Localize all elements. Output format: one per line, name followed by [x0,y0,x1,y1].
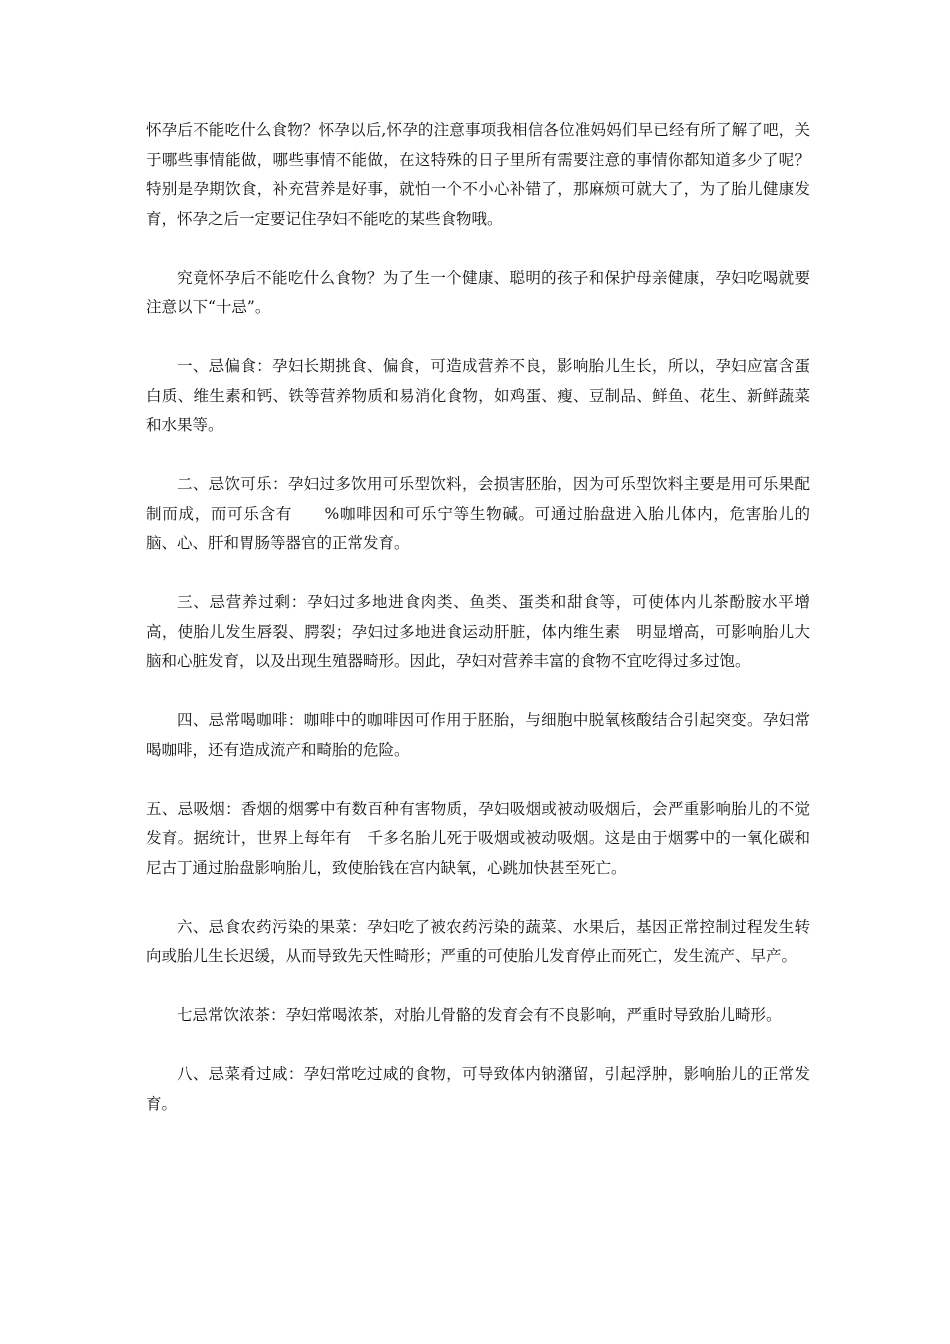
rule-2-paragraph: 二、忌饮可乐：孕妇过多饮用可乐型饮料，会损害胚胎，因为可乐型饮料主要是用可乐果配制而成，而可乐含有 %咖啡因和可乐宁等生物碱。可通过胎盘进入胎儿体内，危害胎儿的脑、心、肝和胃肠等器官的正常发育。 [146,475,810,552]
rule-1-paragraph: 一、忌偏食：孕妇长期挑食、偏食，可造成营养不良，影响胎儿生长，所以，孕妇应富含蛋白质、维生素和钙、铁等营养物质和易消化食物，如鸡蛋、瘦、豆制品、鲜鱼、花生、新鲜蔬菜和水果等。 [146,357,810,434]
summary-paragraph: 究竟怀孕后不能吃什么食物？为了生一个健康、聪明的孩子和保护母亲健康，孕妇吃喝就要注意以下“十忌”。 [146,268,810,316]
document-body [146,116,810,1149]
rule-3-paragraph: 三、忌营养过剩：孕妇过多地进食肉类、鱼类、蛋类和甜食等，可使体内儿茶酚胺水平增高，使胎儿发生唇裂、腭裂；孕妇过多地进食运动肝脏，体内维生素 明显增高，可影响胎儿大脑和心脏发育，以及出现生殖器畸形。因此，孕妇对营养丰富的食物不宜吃得过多过饱。 [146,593,810,670]
rule-7-paragraph: 七忌常饮浓茶：孕妇常喝浓茶，对胎儿骨骼的发育会有不良影响，严重时导致胎儿畸形。 [177,1006,782,1024]
intro-paragraph: 怀孕后不能吃什么食物？怀孕以后,怀孕的注意事项我相信各位准妈妈们早已经有所了解了吧，关于哪些事情能做，哪些事情不能做，在这特殊的日子里所有需要注意的事情你都知道多少了呢？特别是孕期饮食，补充营养是好事，就怕一个不小心补错了，那麻烦可就大了，为了胎儿健康发育，怀孕之后一定要记住孕妇不能吃的某些食物哦。 [146,121,810,228]
rule-4-paragraph: 四、忌常喝咖啡：咖啡中的咖啡因可作用于胚胎，与细胞中脱氧核酸结合引起突变。孕妇常喝咖啡，还有造成流产和畸胎的危险。 [146,711,810,759]
rule-8-paragraph: 八、忌菜肴过咸：孕妇常吃过咸的食物，可导致体内钠潴留，引起浮肿，影响胎儿的正常发育。 [146,1065,810,1113]
rule-5-paragraph: 五、忌吸烟：香烟的烟雾中有数百种有害物质，孕妇吸烟或被动吸烟后，会严重影响胎儿的不觉发育。据统计，世界上每年有 千多名胎儿死于吸烟或被动吸烟。这是由于烟雾中的一氧化碳和尼古丁通过胎盘影响胎儿，致使胎钱在宫内缺氧，心跳加快甚至死亡。 [146,799,810,877]
rule-6-paragraph: 六、忌食农药污染的果菜：孕妇吃了被农药污染的蔬菜、水果后，基因正常控制过程发生转向或胎儿生长迟缓，从而导致先天性畸形；严重的可使胎儿发育停止而死亡，发生流产、早产。 [146,917,810,965]
